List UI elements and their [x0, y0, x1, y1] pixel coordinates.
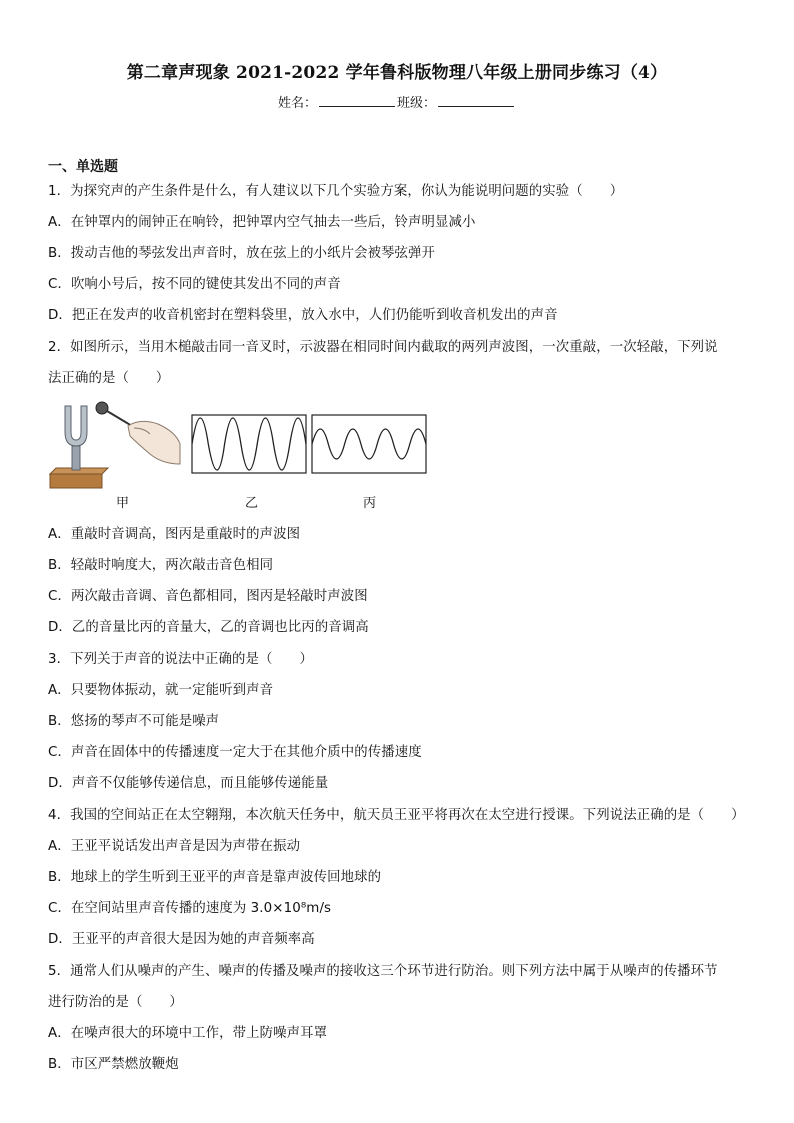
- question-3-option-c: C．声音在固体中的传播速度一定大于在其他介质中的传播速度: [48, 745, 422, 760]
- question-5-option-b: B．市区严禁燃放鞭炮: [48, 1057, 179, 1072]
- question-3-option-a: A．只要物体振动，就一定能听到声音: [48, 683, 274, 698]
- question-1-option-a: A．在钟罩内的闹钟正在响铃，把钟罩内空气抽去一些后，铃声明显减小: [48, 215, 476, 230]
- name-label: 姓名：: [277, 96, 317, 111]
- question-1-option-d: D．把正在发声的收音机密封在塑料袋里，放入水中，人们仍能听到收音机发出的声音: [48, 308, 558, 323]
- question-4-option-b: B．地球上的学生听到王亚平的声音是靠声波传回地球的: [48, 870, 382, 885]
- document-title: 第二章声现象 2021-2022 学年鲁科版物理八年级上册同步练习（4）: [126, 63, 668, 83]
- question-2-stem-line-2: 法正确的是（ ）: [48, 371, 170, 386]
- question-5-stem-line-2: 进行防治的是（ ）: [48, 995, 183, 1010]
- question-2-stem-line-1: 2．如图所示，当用木槌敲击同一音叉时，示波器在相同时间内截取的两列声波图，一次重敲，一次轻敲，下列说: [48, 340, 718, 355]
- tuning-fork-illustration: [50, 402, 180, 488]
- question-1-option-c: C．吹响小号后，按不同的键使其发出不同的声音: [48, 277, 341, 292]
- figure-label-jia: 甲: [116, 496, 130, 511]
- question-4-option-a: A．王亚平说话发出声音是因为声带在振动: [48, 839, 301, 854]
- section-heading: 一、单选题: [48, 159, 118, 175]
- waveform-yi-frame: [192, 415, 306, 473]
- waveform-bing-frame: [312, 415, 426, 473]
- class-blank[interactable]: [438, 92, 514, 107]
- question-3-stem: 3．下列关于声音的说法中正确的是（ ）: [48, 652, 313, 667]
- question-5-option-a: A．在噪声很大的环境中工作，带上防噪声耳罩: [48, 1026, 328, 1041]
- question-2-option-c: C．两次敲击音调、音色都相同，图丙是轻敲时声波图: [48, 589, 368, 604]
- question-2-option-d: D．乙的音量比丙的音量大，乙的音调也比丙的音调高: [48, 620, 369, 635]
- question-4-option-d: D．王亚平的声音很大是因为她的声音频率高: [48, 932, 315, 947]
- question-4-stem: 4．我国的空间站正在太空翱翔，本次航天任务中，航天员王亚平将再次在太空进行授课。下列说法正确的是（ ）: [48, 808, 745, 823]
- student-info-fields: [0, 92, 794, 111]
- question-5-stem-line-1: 5．通常人们从噪声的产生、噪声的传播及噪声的接收这三个环节进行防治。则下列方法中属于从噪声的传播环节: [48, 964, 718, 979]
- question-2-option-a: A．重敲时音调高，图丙是重敲时的声波图: [48, 527, 301, 542]
- question-1-stem: 1．为探究声的产生条件是什么，有人建议以下几个实验方案，你认为能说明问题的实验（ ）: [48, 184, 624, 199]
- class-label: 班级：: [397, 96, 437, 111]
- question-1-option-b: B．拨动吉他的琴弦发出声音时，放在弦上的小纸片会被琴弦弹开: [48, 246, 436, 261]
- figure-label-yi: 乙: [245, 496, 259, 511]
- name-blank[interactable]: [319, 92, 395, 107]
- question-4-option-c: C．在空间站里声音传播的速度为 3.0×10⁸m/s: [48, 901, 332, 916]
- figure-label-bing: 丙: [363, 496, 377, 511]
- question-3-option-d: D．声音不仅能够传递信息，而且能够传递能量: [48, 776, 329, 791]
- question-2-option-b: B．轻敲时响度大，两次敲击音色相同: [48, 558, 274, 573]
- question-3-option-b: B．悠扬的琴声不可能是噪声: [48, 714, 220, 729]
